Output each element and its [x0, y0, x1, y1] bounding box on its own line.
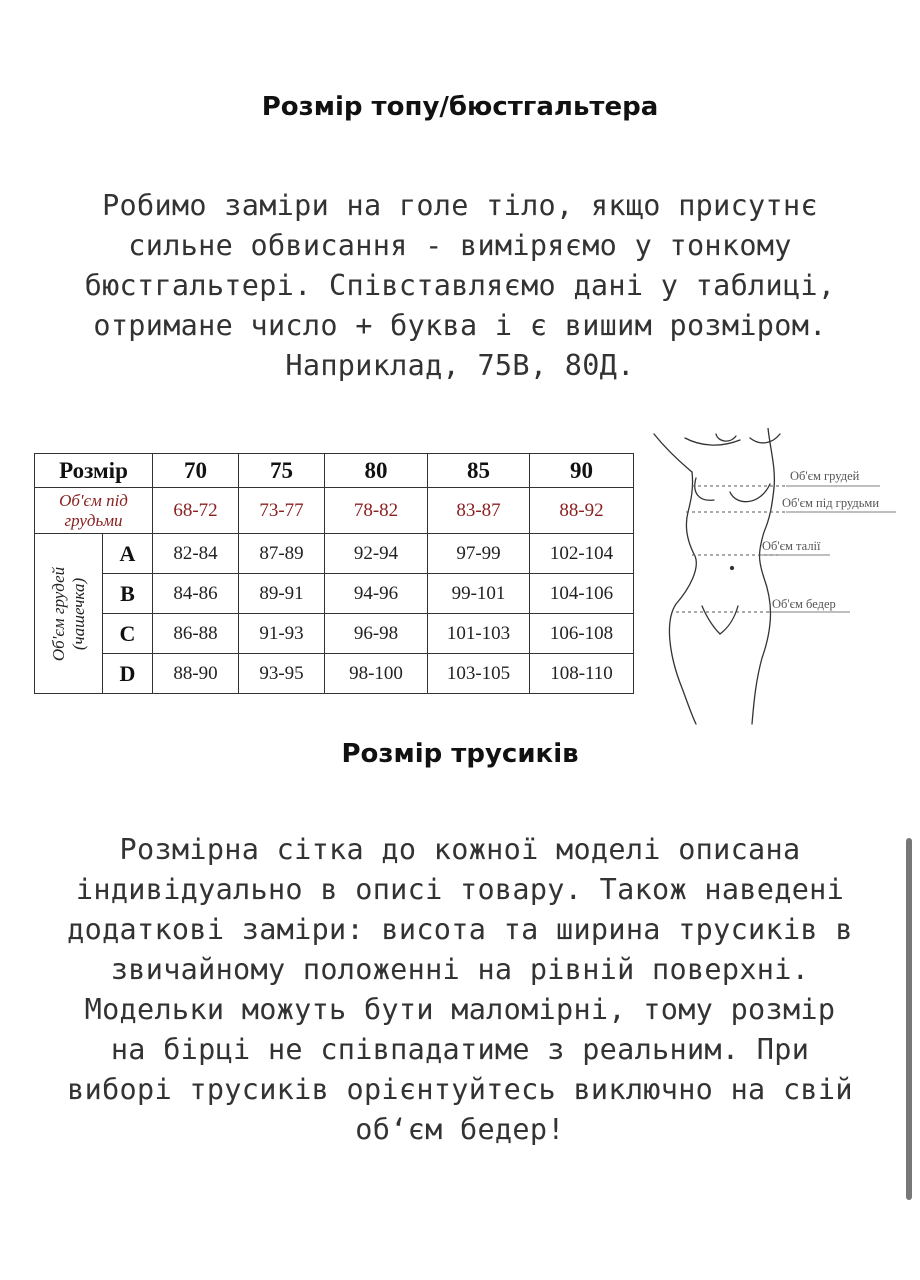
- bust-range-cell: 84-86: [153, 574, 239, 614]
- figure-bust-right: [730, 484, 770, 502]
- bust-range-cell: 89-91: [239, 574, 325, 614]
- cup-letter-cell: B: [103, 574, 153, 614]
- instruction-line: Розмірна сітка до кожної моделі описана: [119, 833, 801, 866]
- bust-range-cell: 106-108: [530, 614, 634, 654]
- waist-label-text: Об'єм талії: [762, 539, 821, 553]
- band-size-cell: 90: [530, 454, 634, 488]
- hips-label-text: Об'єм бедер: [772, 597, 836, 611]
- bust-range-cell: 87-89: [239, 534, 325, 574]
- underbust-label-line2: грудьми: [64, 510, 123, 530]
- body-measurement-figure: [640, 428, 920, 728]
- bust-range-cell: 104-106: [530, 574, 634, 614]
- table-header-row: [35, 454, 634, 488]
- instruction-line: звичайному положенні на рівній поверхні.: [110, 953, 810, 986]
- underbust-range-cell: 88-92: [530, 488, 634, 534]
- bra-size-title: Розмір топу/бюстгальтера: [261, 92, 659, 122]
- figure-crotch-left: [702, 606, 720, 634]
- bust-range-cell: 93-95: [239, 654, 325, 694]
- cup-row: [35, 654, 634, 694]
- size-header-cell: Розмір: [35, 454, 153, 488]
- instruction-line: на бірці не співпадатиме з реальним. При: [110, 1033, 810, 1066]
- band-size-cell: 70: [153, 454, 239, 488]
- underbust-range-cell: 73-77: [239, 488, 325, 534]
- underbust-label-line1: Об'єм під: [59, 490, 128, 510]
- band-size-cell: 85: [428, 454, 530, 488]
- instruction-line: виборі трусиків орієнтуйтесь виключно на свій: [67, 1073, 853, 1106]
- bust-range-cell: 102-104: [530, 534, 634, 574]
- bust-range-cell: 82-84: [153, 534, 239, 574]
- instruction-line: Наприклад, 75В, 80Д.: [285, 349, 635, 382]
- band-size-cell: 80: [325, 454, 428, 488]
- bust-range-cell: 97-99: [428, 534, 530, 574]
- bust-range-cell: 88-90: [153, 654, 239, 694]
- cup-letter-cell: A: [103, 534, 153, 574]
- panties-size-instructions: [30, 830, 890, 1150]
- bra-size-instructions: [30, 186, 890, 386]
- figure-bust-left: [695, 478, 714, 500]
- underbust-label-cell: [35, 488, 153, 534]
- bust-range-cell: 98-100: [325, 654, 428, 694]
- bust-range-cell: 86-88: [153, 614, 239, 654]
- instruction-line: індивідуально в описі товару. Також наведені: [75, 873, 845, 906]
- bust-range-cell: 94-96: [325, 574, 428, 614]
- figure-shoulders: [716, 434, 736, 441]
- figure-shoulders: [750, 434, 780, 443]
- underbust-label-text: Об'єм під грудьми: [782, 496, 880, 510]
- figure-right-contour: [752, 428, 774, 724]
- instruction-line: додаткові заміри: висота та ширина трусиків в: [67, 913, 853, 946]
- instruction-line: об‘єм бедер!: [355, 1113, 565, 1146]
- bra-size-table: [34, 453, 634, 694]
- cup-letter-cell: D: [103, 654, 153, 694]
- bust-range-cell: 101-103: [428, 614, 530, 654]
- instruction-line: бюстгальтері. Співставляємо дані у таблиці,: [84, 269, 836, 302]
- underbust-range-cell: 78-82: [325, 488, 428, 534]
- bust-label: [49, 566, 89, 660]
- underbust-range-cell: 83-87: [428, 488, 530, 534]
- instruction-line: Модельки можуть бути маломірні, тому розмір: [84, 993, 836, 1026]
- instruction-line: отримане число + буква і є вишим розміром.: [93, 309, 827, 342]
- figure-left-contour: [669, 472, 696, 724]
- figure-navel: [731, 567, 734, 570]
- panties-size-title: Розмір трусиків: [341, 739, 579, 769]
- cup-letter-cell: C: [103, 614, 153, 654]
- bust-label-line1: Об'єм грудей: [48, 566, 68, 661]
- cup-row: [35, 614, 634, 654]
- cup-row: [35, 574, 634, 614]
- underbust-row: [35, 488, 634, 534]
- bust-label-text: Об'єм грудей: [790, 469, 860, 483]
- instruction-line: Робимо заміри на голе тіло, якщо присутнє: [102, 189, 818, 222]
- vertical-scrollbar[interactable]: [906, 838, 912, 1200]
- cup-row: [35, 534, 634, 574]
- bust-range-cell: 103-105: [428, 654, 530, 694]
- bust-range-cell: 92-94: [325, 534, 428, 574]
- bust-label-line2: (чашечка): [68, 577, 88, 650]
- bust-range-cell: 108-110: [530, 654, 634, 694]
- bust-range-cell: 96-98: [325, 614, 428, 654]
- bust-label-cell: [35, 534, 103, 694]
- figure-shoulders: [654, 434, 692, 472]
- bust-range-cell: 99-101: [428, 574, 530, 614]
- bust-range-cell: 91-93: [239, 614, 325, 654]
- figure-crotch-right: [720, 606, 738, 634]
- band-size-cell: 75: [239, 454, 325, 488]
- underbust-range-cell: 68-72: [153, 488, 239, 534]
- instruction-line: сильне обвисання - виміряємо у тонкому: [128, 229, 792, 262]
